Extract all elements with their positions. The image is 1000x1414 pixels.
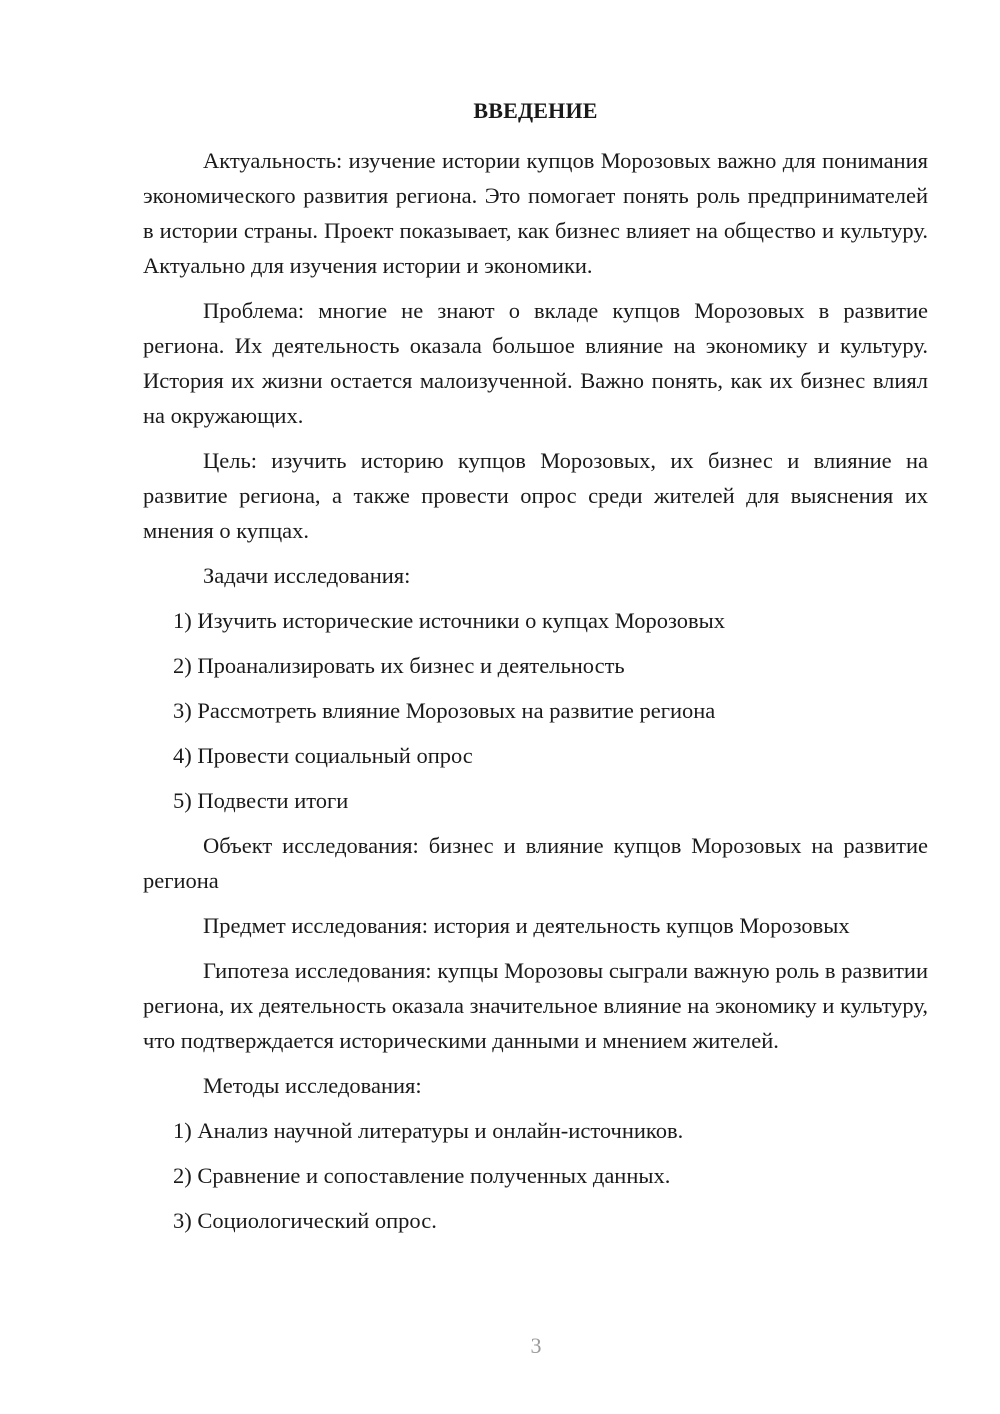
method-item-2: 2) Сравнение и сопоставление полученных данных. [173, 1163, 671, 1188]
research-object-paragraph: Объект исследования: бизнес и влияние купцов Морозовых на развитие региона [143, 833, 928, 893]
hypothesis-paragraph: Гипотеза исследования: купцы Морозовы сыграли важную роль в развитии региона, их деятельность оказала значительное влияние на экономику и культуру, что подтверждается историческими данными и мнением жителей. [143, 958, 928, 1053]
page-title: ВВЕДЕНИЕ [473, 98, 598, 123]
task-item-3: 3) Рассмотреть влияние Морозовых на развитие региона [173, 698, 716, 723]
tasks-heading: Задачи исследования: [203, 563, 411, 588]
goal-paragraph: Цель: изучить историю купцов Морозовых, их бизнес и влияние на развитие региона, а также провести опрос среди жителей для выяснения их мнения о купцах. [143, 448, 928, 543]
page-number: 3 [530, 1333, 542, 1358]
method-item-1: 1) Анализ научной литературы и онлайн-источников. [173, 1118, 684, 1143]
task-item-5: 5) Подвести итоги [173, 788, 349, 813]
research-subject-paragraph: Предмет исследования: история и деятельность купцов Морозовых [203, 913, 850, 938]
methods-heading: Методы исследования: [203, 1073, 422, 1098]
document-body [143, 143, 928, 1248]
task-item-4: 4) Провести социальный опрос [173, 743, 473, 768]
task-item-1: 1) Изучить исторические источники о купцах Морозовых [173, 608, 725, 633]
relevance-paragraph: Актуальность: изучение истории купцов Морозовых важно для понимания экономического развития региона. Это помогает понять роль предпринимателей в истории страны. Проект показывает, как бизнес влияет на общество и культуру. Актуально для изучения истории и экономики. [143, 148, 928, 278]
problem-paragraph: Проблема: многие не знают о вкладе купцов Морозовых в развитие региона. Их деятельность оказала большое влияние на экономику и культуру. История их жизни остается малоизученной. Важно понять, как их бизнес влиял на окружающих. [143, 298, 928, 428]
task-item-2: 2) Проанализировать их бизнес и деятельность [173, 653, 625, 678]
method-item-3: 3) Социологический опрос. [173, 1208, 437, 1233]
